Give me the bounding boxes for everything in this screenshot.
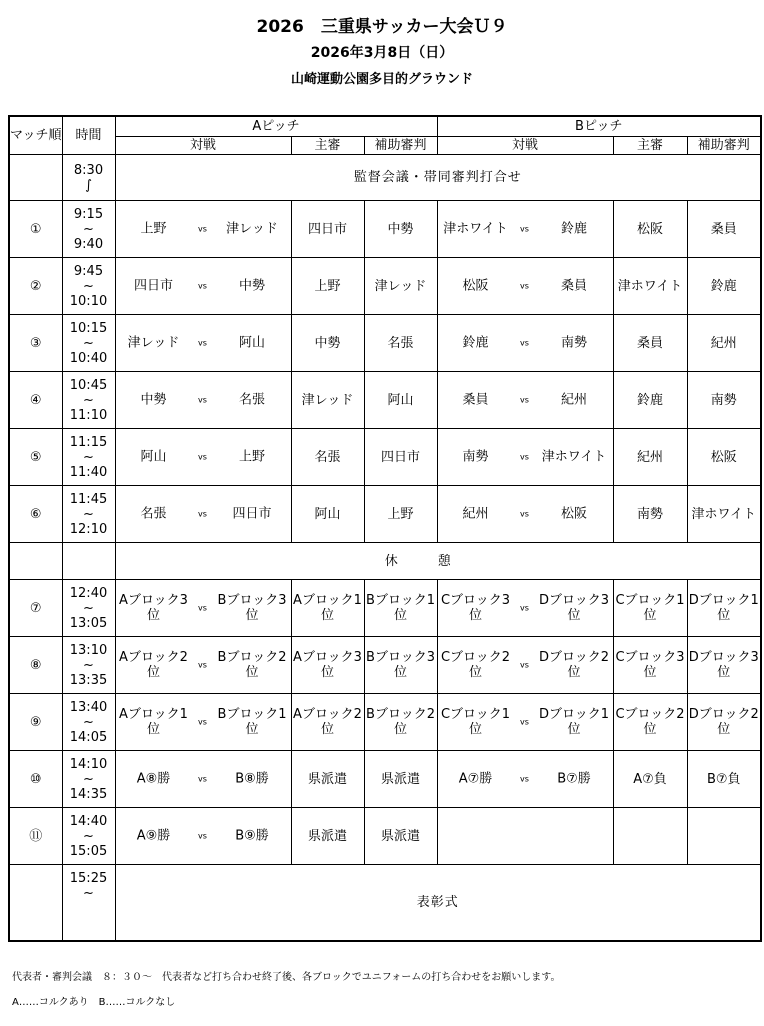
time-t3: 15:05 (69, 843, 108, 859)
vs-label: vs (198, 224, 207, 234)
a-assistant: 県派遣 (364, 751, 437, 808)
match-number: ⑧ (9, 637, 62, 694)
b-match-cell (437, 315, 613, 372)
b-referee-header: 主審 (613, 137, 687, 155)
meeting-label: 監督会議・帯同審判打合せ (115, 155, 761, 201)
a-referee: 上野 (291, 258, 364, 315)
match-number: ④ (9, 372, 62, 429)
table-row (9, 580, 761, 637)
a-assistant: 阿山 (364, 372, 437, 429)
time-t3: 11:10 (69, 407, 108, 423)
match-number: ⑤ (9, 429, 62, 486)
time-t1: 14:10 (69, 756, 108, 772)
a-assistant: Bブロック3位 (364, 637, 437, 694)
b-away-team: Dブロック3位 (538, 593, 610, 623)
time-t2: ~ (83, 600, 94, 616)
table-row (9, 429, 761, 486)
b-match-cell (437, 372, 613, 429)
time-cell (62, 637, 115, 694)
vs-label: vs (198, 603, 207, 613)
vs-label: vs (520, 509, 529, 519)
a-home-team: 津レッド (127, 335, 180, 351)
vs-label: vs (198, 395, 207, 405)
rest-time (62, 543, 115, 580)
match-number: ⑥ (9, 486, 62, 543)
time-t3: 12:10 (69, 521, 108, 537)
a-home-team: A⑧勝 (136, 771, 171, 787)
ceremony-tilde: ~ (83, 886, 94, 901)
a-away-team: Bブロック3位 (217, 593, 287, 623)
b-assistant: Dブロック2位 (687, 694, 761, 751)
event-date: 2026年3月8日（日） (310, 45, 454, 61)
footer-legend: A……コルクあり B……コルクなし (12, 997, 176, 1008)
venue-name: 山崎運動公園多目的グラウンド (290, 72, 473, 87)
time-cell (62, 486, 115, 543)
b-away-team: 紀州 (560, 392, 587, 408)
b-home-team: 鈴鹿 (462, 335, 489, 351)
a-home-team: 名張 (140, 506, 167, 522)
vs-label: vs (198, 452, 207, 462)
time-t1: 13:40 (69, 699, 108, 715)
b-match-cell (437, 429, 613, 486)
b-home-team: 桑員 (462, 392, 489, 408)
match-number: ⑩ (9, 751, 62, 808)
table-row (9, 258, 761, 315)
b-referee: 紀州 (613, 429, 687, 486)
a-away-team: 阿山 (238, 335, 265, 351)
b-assistant: 紀州 (687, 315, 761, 372)
b-referee: 鈴鹿 (613, 372, 687, 429)
table-row (9, 751, 761, 808)
b-assistant-header: 補助審判 (687, 137, 761, 155)
b-home-team: 津ホワイト (443, 221, 508, 237)
subheader-row (9, 137, 761, 155)
b-home-team: A⑦勝 (458, 771, 493, 787)
a-match-cell (115, 372, 291, 429)
a-match-cell (115, 486, 291, 543)
a-assistant-header: 補助審判 (364, 137, 437, 155)
vs-label: vs (520, 774, 529, 784)
time-t1: 13:10 (69, 642, 108, 658)
a-referee: 県派遣 (291, 808, 364, 865)
a-match-header: 対戦 (115, 137, 291, 155)
footer-note: 代表者・審判会議 ８：３０～ 代表者など打ち合わせ終了後、各ブロックでユニフォームの打ち合わせをお願いします。 (12, 972, 561, 983)
b-referee: 桑員 (613, 315, 687, 372)
b-match-cell (437, 694, 613, 751)
meeting-no (9, 155, 62, 201)
a-match-cell (115, 580, 291, 637)
a-referee: 名張 (291, 429, 364, 486)
a-away-team: 上野 (238, 449, 265, 465)
a-away-team: B⑨勝 (235, 828, 269, 844)
time-t1: 10:45 (69, 377, 108, 393)
a-away-team: 津レッド (226, 221, 278, 237)
vs-label: vs (520, 395, 529, 405)
table-row (9, 637, 761, 694)
time-t2: ~ (83, 449, 94, 465)
time-t1: 11:45 (69, 491, 108, 507)
time-t3: 14:05 (69, 729, 108, 745)
table-row (9, 372, 761, 429)
vs-label: vs (198, 660, 207, 670)
rest-row (9, 543, 761, 580)
a-match-cell (115, 751, 291, 808)
rest-label: 休憩 (115, 543, 761, 580)
col-time: 時間 (62, 116, 115, 155)
a-referee: 中勢 (291, 315, 364, 372)
match-number: ⑦ (9, 580, 62, 637)
b-assistant (687, 808, 761, 865)
a-referee: 津レッド (291, 372, 364, 429)
b-referee: 南勢 (613, 486, 687, 543)
time-t2: ~ (83, 771, 94, 787)
a-referee: Aブロック1位 (291, 580, 364, 637)
b-away-team: 津ホワイト (541, 449, 607, 465)
vs-label: vs (520, 717, 529, 727)
time-t2: ~ (83, 221, 94, 237)
table-row (9, 694, 761, 751)
b-match-cell (437, 808, 613, 865)
b-home-team: Cブロック2位 (440, 650, 511, 680)
b-away-team: Dブロック2位 (538, 650, 610, 680)
pitch-a-header: Aピッチ (115, 116, 437, 137)
meeting-time: 8:30 ∫ (62, 155, 115, 201)
a-match-cell (115, 694, 291, 751)
a-referee: 四日市 (291, 201, 364, 258)
time-cell (62, 694, 115, 751)
time-cell (62, 315, 115, 372)
b-match-cell (437, 201, 613, 258)
match-number: ① (9, 201, 62, 258)
vs-label: vs (520, 224, 529, 234)
a-assistant: 中勢 (364, 201, 437, 258)
table-row (9, 201, 761, 258)
a-home-team: 上野 (140, 221, 167, 237)
time-t2: ~ (83, 714, 94, 730)
b-home-team: Cブロック3位 (440, 593, 511, 623)
match-number: ③ (9, 315, 62, 372)
vs-label: vs (198, 774, 207, 784)
b-away-team: 鈴鹿 (560, 221, 587, 237)
match-number: ② (9, 258, 62, 315)
b-referee: A⑦負 (613, 751, 687, 808)
b-home-team: 紀州 (462, 506, 489, 522)
b-assistant: 津ホワイト (687, 486, 761, 543)
time-t3: 10:10 (69, 293, 108, 309)
time-t1: 14:40 (69, 813, 108, 829)
time-t3: 11:40 (69, 464, 108, 480)
a-home-team: 四日市 (133, 278, 173, 294)
ceremony-row (9, 865, 761, 941)
b-assistant: B⑦負 (687, 751, 761, 808)
b-referee: 津ホワイト (613, 258, 687, 315)
a-referee: 阿山 (291, 486, 364, 543)
meeting-row (9, 155, 761, 201)
vs-label: vs (198, 717, 207, 727)
a-assistant: 県派遣 (364, 808, 437, 865)
b-match-header: 対戦 (437, 137, 613, 155)
table-row (9, 808, 761, 865)
b-referee: Cブロック1位 (613, 580, 687, 637)
a-assistant: 四日市 (364, 429, 437, 486)
time-t1: 9:45 (73, 263, 104, 279)
b-home-team: Cブロック1位 (440, 707, 511, 737)
b-match-cell (437, 486, 613, 543)
b-referee: 松阪 (613, 201, 687, 258)
page-title: 2026 三重県サッカー大会Ｕ９ (256, 17, 508, 37)
time-t3: 14:35 (69, 786, 108, 802)
vs-label: vs (520, 603, 529, 613)
b-referee (613, 808, 687, 865)
a-home-team: Aブロック3位 (119, 593, 188, 623)
a-match-cell (115, 429, 291, 486)
ceremony-time (62, 865, 115, 941)
vs-label: vs (198, 338, 207, 348)
a-match-cell (115, 201, 291, 258)
a-away-team: 四日市 (232, 506, 272, 522)
match-number: ⑪ (9, 808, 62, 865)
b-assistant: 鈴鹿 (687, 258, 761, 315)
match-number: ⑨ (9, 694, 62, 751)
ceremony-no (9, 865, 62, 941)
b-home-team: 南勢 (462, 449, 489, 465)
time-t3: 9:40 (73, 236, 104, 252)
b-home-team: 松阪 (462, 278, 489, 294)
b-assistant: 松阪 (687, 429, 761, 486)
rest-no (9, 543, 62, 580)
time-cell (62, 580, 115, 637)
a-referee: Aブロック3位 (291, 637, 364, 694)
a-assistant: Bブロック1位 (364, 580, 437, 637)
pitch-b-header: Bピッチ (437, 116, 761, 137)
a-match-cell (115, 808, 291, 865)
schedule-table (8, 115, 762, 942)
vs-label: vs (520, 452, 529, 462)
b-referee: Cブロック3位 (613, 637, 687, 694)
a-home-team: Aブロック2位 (119, 650, 188, 680)
time-t1: 12:40 (69, 585, 108, 601)
time-t1: 9:15 (73, 206, 104, 222)
a-away-team: Bブロック1位 (217, 707, 287, 737)
time-t2: ~ (83, 506, 94, 522)
a-assistant: 名張 (364, 315, 437, 372)
time-t1: 11:15 (69, 434, 108, 450)
b-assistant: Dブロック3位 (687, 637, 761, 694)
a-home-team: A⑨勝 (136, 828, 171, 844)
time-t2: ~ (83, 657, 94, 673)
a-away-team: 中勢 (238, 278, 265, 294)
a-referee-header: 主審 (291, 137, 364, 155)
time-cell (62, 372, 115, 429)
a-assistant: 津レッド (364, 258, 437, 315)
vs-label: vs (198, 281, 207, 291)
ceremony-time_start: 15:25 (69, 871, 108, 886)
a-home-team: Aブロック1位 (119, 707, 188, 737)
b-away-team: Dブロック1位 (538, 707, 610, 737)
time-cell (62, 808, 115, 865)
ceremony-label: 表彰式 (115, 865, 761, 941)
b-away-team: 松阪 (560, 506, 587, 522)
a-away-team: 名張 (238, 392, 265, 408)
time-t2: ~ (83, 335, 94, 351)
header-row (9, 116, 761, 137)
a-referee: 県派遣 (291, 751, 364, 808)
b-match-cell (437, 637, 613, 694)
time-t2: ~ (83, 278, 94, 294)
b-assistant: 桑員 (687, 201, 761, 258)
vs-label: vs (198, 509, 207, 519)
time-cell (62, 201, 115, 258)
a-home-team: 中勢 (140, 392, 167, 408)
a-referee: Aブロック2位 (291, 694, 364, 751)
time-t1: 10:15 (69, 320, 108, 336)
b-match-cell (437, 258, 613, 315)
time-cell (62, 751, 115, 808)
time-t3: 13:35 (69, 672, 108, 688)
time-t3: 13:05 (69, 615, 108, 631)
time-t2: ~ (83, 392, 94, 408)
time-t3: 10:40 (69, 350, 108, 366)
b-match-cell (437, 751, 613, 808)
a-assistant: 上野 (364, 486, 437, 543)
time-cell (62, 429, 115, 486)
vs-label: vs (198, 831, 207, 841)
vs-label: vs (520, 338, 529, 348)
b-referee: Cブロック2位 (613, 694, 687, 751)
a-home-team: 阿山 (140, 449, 167, 465)
a-assistant: Bブロック2位 (364, 694, 437, 751)
col-match-no: マッチ順 (9, 116, 62, 155)
vs-label: vs (520, 660, 529, 670)
b-match-cell (437, 580, 613, 637)
b-assistant: 南勢 (687, 372, 761, 429)
vs-label: vs (520, 281, 529, 291)
table-row (9, 486, 761, 543)
table-row (9, 315, 761, 372)
time-cell (62, 258, 115, 315)
b-away-team: 桑員 (560, 278, 587, 294)
a-match-cell (115, 315, 291, 372)
a-away-team: B⑧勝 (235, 771, 269, 787)
b-assistant: Dブロック1位 (687, 580, 761, 637)
a-match-cell (115, 637, 291, 694)
time-t2: ~ (83, 828, 94, 844)
b-away-team: B⑦勝 (557, 771, 591, 787)
b-away-team: 南勢 (560, 335, 587, 351)
a-away-team: Bブロック2位 (217, 650, 287, 680)
a-match-cell (115, 258, 291, 315)
